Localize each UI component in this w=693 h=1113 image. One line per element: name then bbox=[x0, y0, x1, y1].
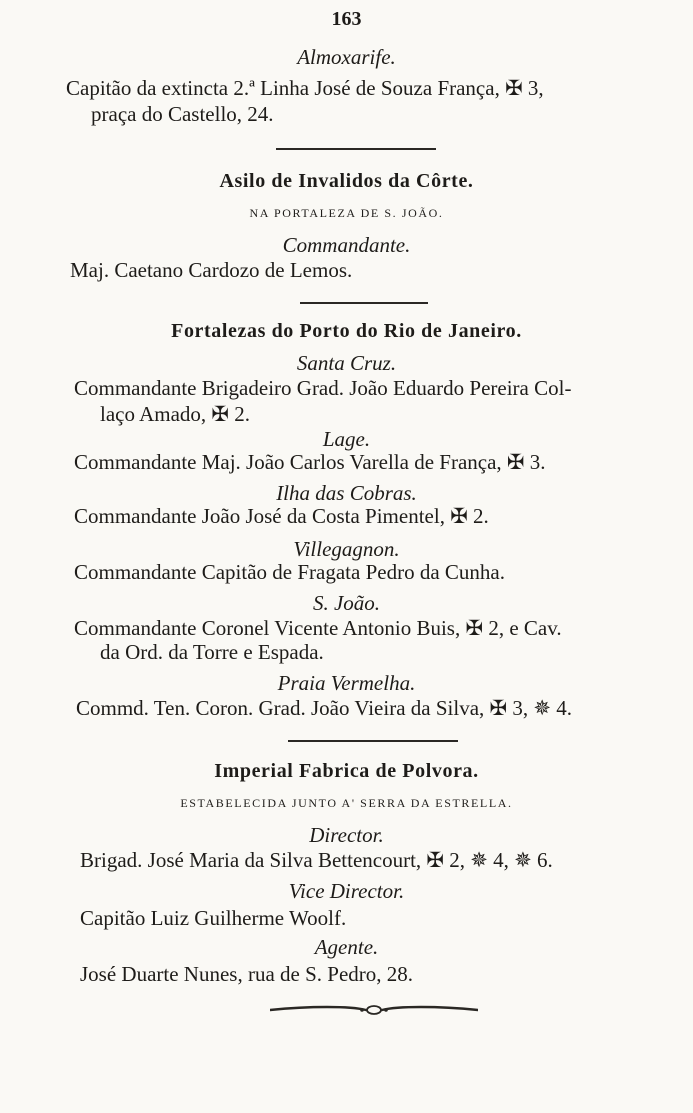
fabrica-subtitle: ESTABELECIDA JUNTO A' SERRA DA ESTRELLA. bbox=[180, 796, 513, 810]
section-divider bbox=[288, 740, 458, 742]
fortaleza-line: da Ord. da Torre e Espada. bbox=[100, 640, 324, 664]
fortaleza-place: S. João. bbox=[312, 591, 381, 615]
fabrica-title: Imperial Fabrica de Polvora. bbox=[214, 760, 479, 782]
asilo-person: Maj. Caetano Cardozo de Lemos. bbox=[70, 258, 353, 282]
fortaleza-place: Ilha das Cobras. bbox=[276, 481, 417, 505]
fortaleza-place: Villegagnon. bbox=[293, 537, 400, 561]
fortaleza-place: Lage. bbox=[322, 427, 371, 451]
section-divider bbox=[300, 302, 428, 304]
asilo-title: Asilo de Invalidos da Côrte. bbox=[219, 170, 474, 192]
section-divider bbox=[276, 148, 436, 150]
fortaleza-line: Commandante Brigadeiro Grad. João Eduardo Pereira Col- bbox=[74, 376, 572, 400]
fabrica-role: Vice Director. bbox=[288, 879, 405, 903]
fabrica-person: José Duarte Nunes, rua de S. Pedro, 28. bbox=[80, 962, 414, 986]
fortaleza-line: laço Amado, ✠ 2. bbox=[100, 402, 250, 426]
asilo-role: Commandante. bbox=[282, 233, 411, 257]
fortaleza-line: Commandante Maj. João Carlos Varella de França, ✠ 3. bbox=[74, 450, 546, 474]
fortaleza-line: Commd. Ten. Coron. Grad. João Vieira da Silva, ✠ 3, ✵ 4. bbox=[76, 696, 572, 720]
fortaleza-place: Santa Cruz. bbox=[296, 351, 397, 375]
almoxarife-line-1: Capitão da extincta 2.ª Linha José de Souza França, ✠ 3, bbox=[66, 76, 544, 100]
fortaleza-line: Commandante João José da Costa Pimentel, ✠ 2. bbox=[74, 504, 489, 528]
almoxarife-line-2: praça do Castello, 24. bbox=[91, 102, 274, 126]
fortaleza-line: Commandante Coronel Vicente Antonio Buis, ✠ 2, e Cav. bbox=[74, 616, 562, 640]
asilo-subtitle: NA PORTALEZA DE S. JOÃO. bbox=[249, 206, 444, 220]
fabrica-person: Brigad. José Maria da Silva Bettencourt, ✠ 2, ✵ 4, ✵ 6. bbox=[80, 848, 553, 872]
fortaleza-line: Commandante Capitão de Fragata Pedro da Cunha. bbox=[74, 560, 505, 584]
fabrica-role: Agente. bbox=[314, 935, 379, 959]
almoxarife-heading: Almoxarife. bbox=[297, 45, 396, 69]
fabrica-role: Director. bbox=[309, 823, 384, 847]
ornamental-rule bbox=[270, 1000, 478, 1020]
fortaleza-place: Praia Vermelha. bbox=[277, 671, 416, 695]
fabrica-person: Capitão Luiz Guilherme Woolf. bbox=[80, 906, 347, 930]
page-number: 163 bbox=[331, 8, 362, 30]
fortalezas-title: Fortalezas do Porto do Rio de Janeiro. bbox=[171, 320, 522, 342]
